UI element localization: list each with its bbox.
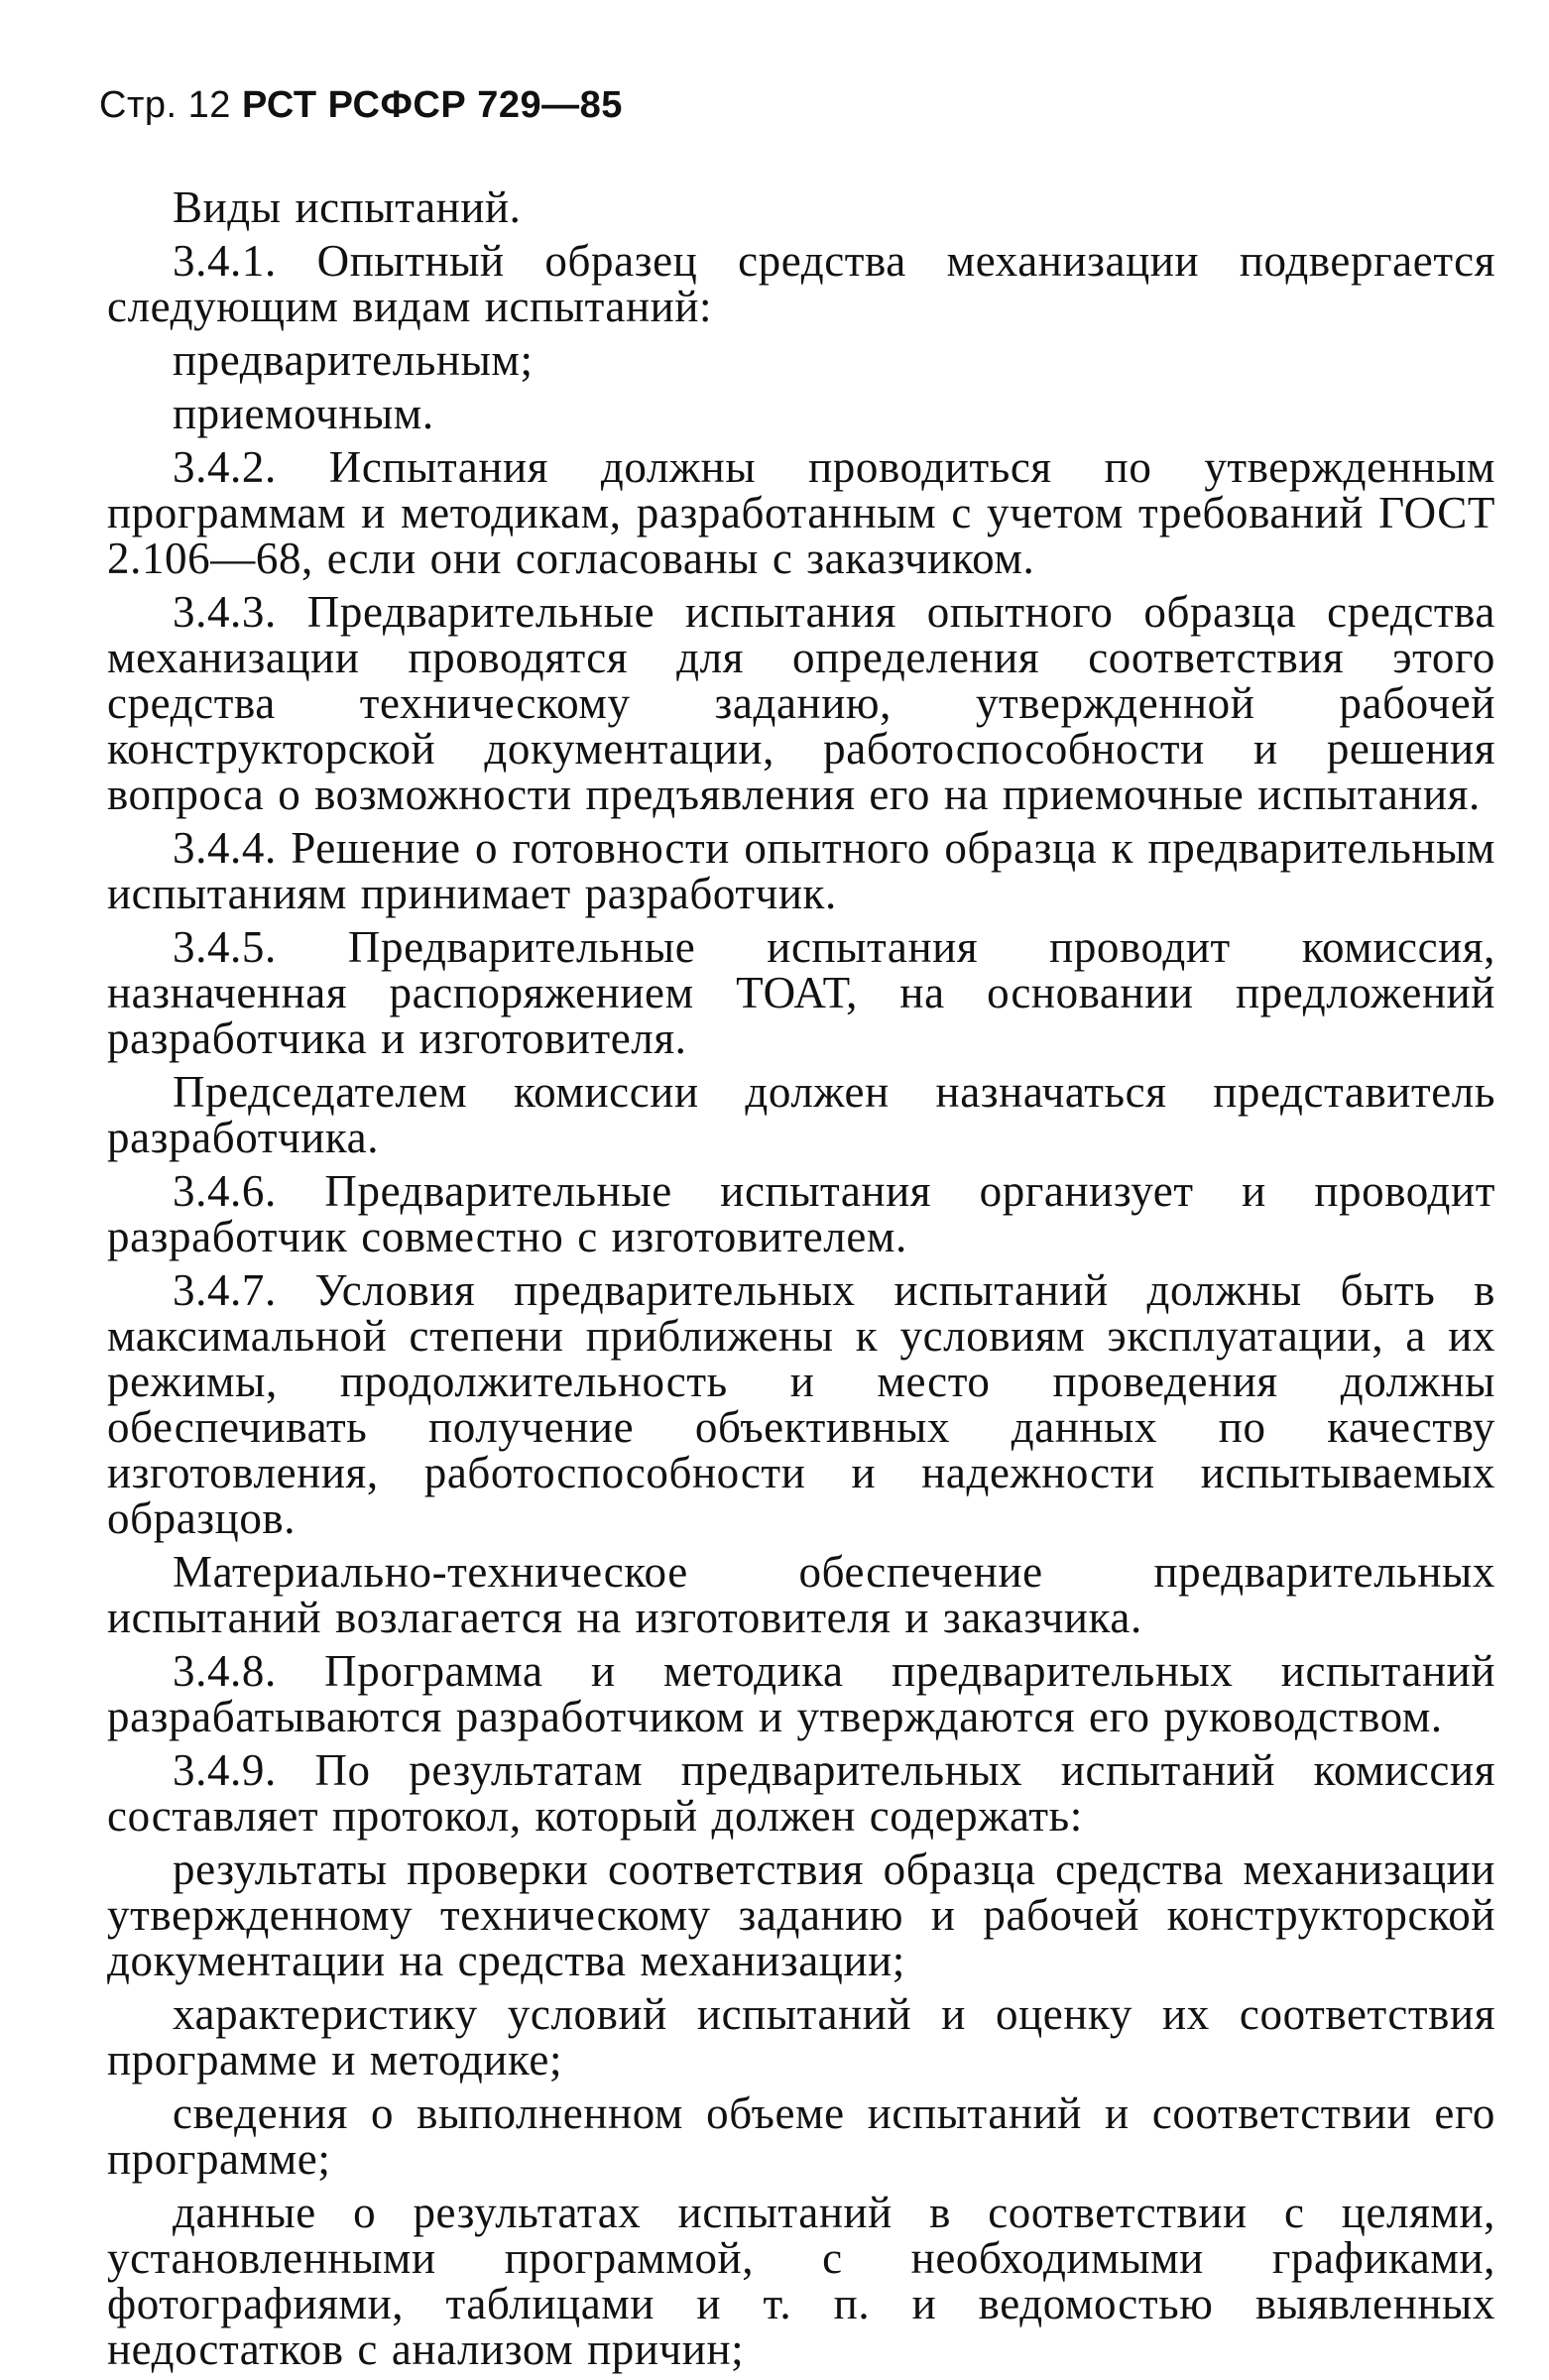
paragraph: 3.4.3. Предварительные испытания опытного образца средства механизации проводятся для определения соответствия этого средства техническому заданию, утвержденной рабочей конструкторской документации, работоспособности и решения вопроса о возможности предъявления его на приемочные испытания. xyxy=(107,587,1495,819)
paragraph: 3.4.6. Предварительные испытания организует и проводит разработчик совместно с изготовителем. xyxy=(107,1166,1495,1261)
paragraph: характеристику условий испытаний и оценку их соответствия программе и методике; xyxy=(107,1989,1495,2084)
paragraph: данные о результатах испытаний в соответствии с целями, установленными программой, с необходимыми графиками, фотографиями, таблицами и т. п. и ведомостью выявленных недостатков с анализом причин; xyxy=(107,2188,1495,2374)
standard-designation: РСТ РСФСР 729—85 xyxy=(241,84,623,126)
document-body xyxy=(107,184,1495,2380)
paragraph: сведения о выполненном объеме испытаний и соответствии его программе; xyxy=(107,2088,1495,2184)
paragraph: результаты проверки соответствия образца средства механизации утвержденному техническому заданию и рабочей конструкторской документации на средства механизации; xyxy=(107,1844,1495,1985)
paragraph: 3.4.5. Предварительные испытания проводит комиссия, назначенная распоряжением ТОАТ, на основании предложений разработчика и изготовителя. xyxy=(107,922,1495,1063)
paragraph: 3.4.2. Испытания должны проводиться по утвержденным программам и методикам, разработанным с учетом требований ГОСТ 2.106—68, если они согласованы с заказчиком. xyxy=(107,442,1495,583)
paragraph: 3.4.8. Программа и методика предварительных испытаний разрабатываются разработчиком и утверждаются его руководством. xyxy=(107,1646,1495,1741)
paragraph: предварительным; xyxy=(173,335,534,385)
paragraph: Материально-техническое обеспечение предварительных испытаний возлагается на изготовителя и заказчика. xyxy=(107,1547,1495,1642)
paragraph: 3.4.4. Решение о готовности опытного образца к предварительным испытаниям принимает разработчик. xyxy=(107,823,1495,918)
paragraph: Виды испытаний. xyxy=(173,182,522,232)
page-number: Стр. 12 xyxy=(99,84,231,126)
paragraph: Председателем комиссии должен назначаться представитель разработчика. xyxy=(107,1067,1495,1162)
paragraph: 3.4.9. По результатам предварительных испытаний комиссия составляет протокол, который должен содержать: xyxy=(107,1745,1495,1841)
paragraph: приемочным. xyxy=(173,389,434,438)
paragraph: 3.4.7. Условия предварительных испытаний должны быть в максимальной степени приближены к условиям эксплуатации, а их режимы, продолжительность и место проведения должны обеспечивать получение объективных данных по качеству изготовления, работоспособности и надежности испытываемых образцов. xyxy=(107,1265,1495,1543)
page-header xyxy=(99,83,623,127)
paragraph: 3.4.1. Опытный образец средства механизации подвергается следующим видам испытаний: xyxy=(107,236,1495,331)
